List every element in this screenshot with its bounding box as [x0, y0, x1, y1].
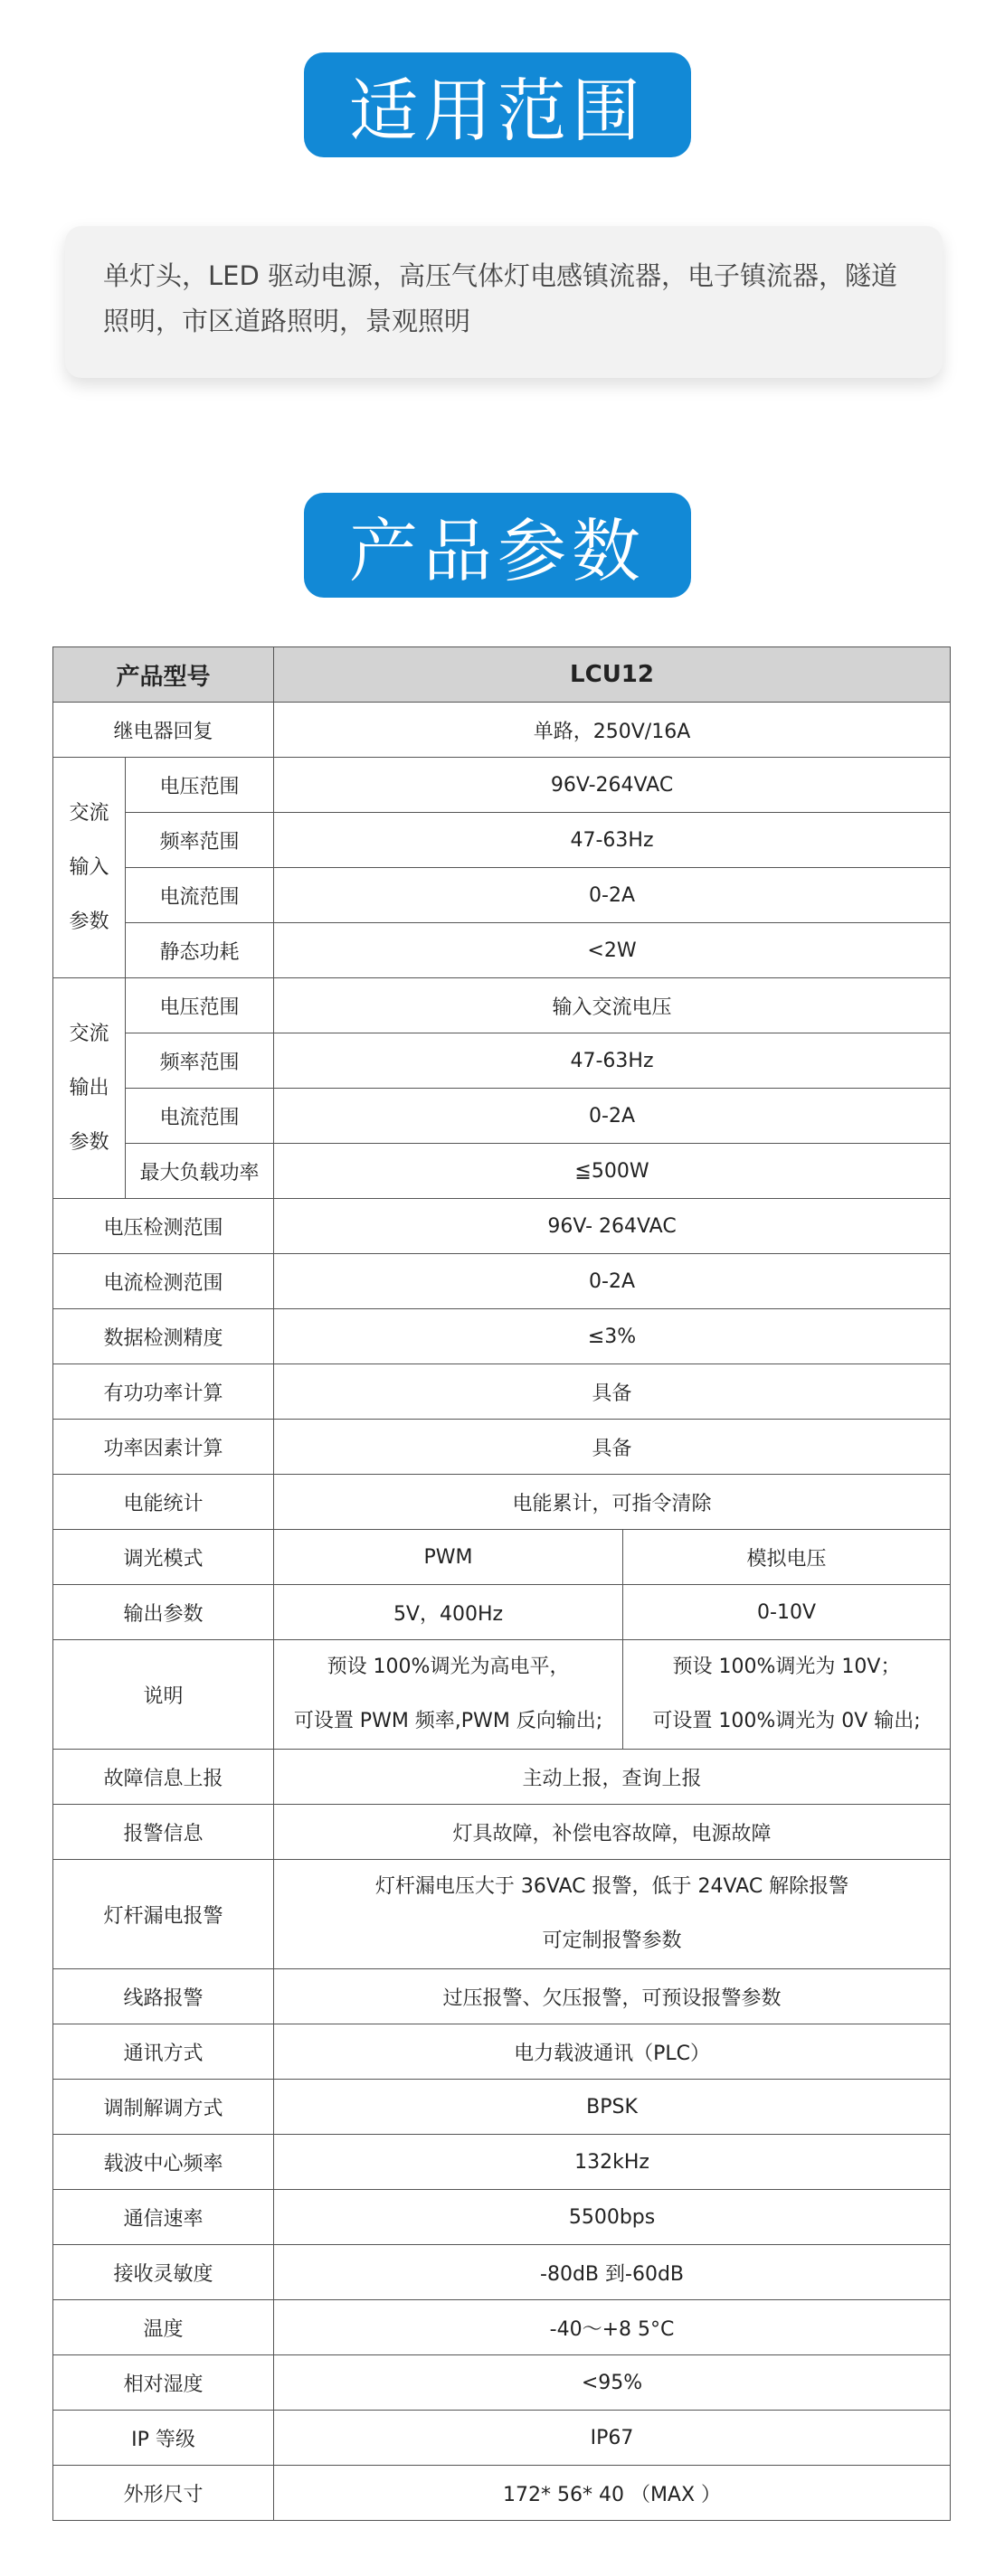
- row-value: BPSK: [274, 2080, 951, 2135]
- row-label: 线路报警: [53, 1969, 274, 2024]
- row-label: 电流范围: [126, 1089, 274, 1144]
- row-label: 温度: [53, 2300, 274, 2355]
- row-label: 电压范围: [126, 758, 274, 813]
- table-row: [53, 813, 951, 868]
- row-value: 电力载波通讯（PLC）: [274, 2024, 951, 2080]
- row-label: 电压检测范围: [53, 1199, 274, 1254]
- row-value: <2W: [274, 923, 951, 978]
- table-row: [53, 923, 951, 978]
- table-row: [53, 1805, 951, 1860]
- row-value: 输入交流电压: [274, 978, 951, 1033]
- description-line: 预设 100%调光为高电平，: [327, 1656, 570, 1678]
- table-row: [53, 2190, 951, 2245]
- table-row: [53, 2411, 951, 2466]
- row-value: 具备: [274, 1420, 951, 1475]
- group-label-line: 交流: [69, 1022, 109, 1045]
- row-label: 调制解调方式: [53, 2080, 274, 2135]
- leak-line: 灯杆漏电压大于 36VAC 报警，低于 24VAC 解除报警: [374, 1875, 849, 1898]
- row-value: IP67: [274, 2411, 951, 2466]
- table-row: [53, 758, 951, 813]
- row-label: 载波中心频率: [53, 2135, 274, 2190]
- row-label: 频率范围: [126, 813, 274, 868]
- row-label: 故障信息上报: [53, 1750, 274, 1805]
- header-model: LCU12: [274, 647, 951, 703]
- table-row: [53, 1364, 951, 1420]
- table-header-row: [53, 647, 951, 703]
- table-row: [53, 2024, 951, 2080]
- ac-output-group-label: [53, 978, 126, 1199]
- row-value: 0-2A: [274, 868, 951, 923]
- row-label: 相对湿度: [53, 2355, 274, 2411]
- row-label: 最大负载功率: [126, 1144, 274, 1199]
- analog-value: 0-10V: [623, 1585, 951, 1640]
- row-label: 说明: [53, 1640, 274, 1750]
- row-label: 电能统计: [53, 1475, 274, 1530]
- description-line: 预设 100%调光为 10V；: [672, 1656, 901, 1678]
- row-label: 静态功耗: [126, 923, 274, 978]
- section-title-params: 产品参数: [304, 493, 691, 598]
- row-label: 接收灵敏度: [53, 2245, 274, 2300]
- spec-table: [52, 646, 951, 2521]
- group-label-line: 参数: [69, 910, 109, 933]
- table-row: [53, 1420, 951, 1475]
- table-row: [53, 1199, 951, 1254]
- table-row: [53, 2245, 951, 2300]
- row-value: ≦500W: [274, 1144, 951, 1199]
- row-label: 有功功率计算: [53, 1364, 274, 1420]
- row-label: 功率因素计算: [53, 1420, 274, 1475]
- row-label: 报警信息: [53, 1805, 274, 1860]
- row-value: 47-63Hz: [274, 1033, 951, 1089]
- table-row: [53, 1750, 951, 1805]
- analog-description: [623, 1640, 951, 1750]
- leak-line: 可定制报警参数: [542, 1930, 682, 1952]
- table-row: [53, 1475, 951, 1530]
- row-value: 96V-264VAC: [274, 758, 951, 813]
- row-value: -80dB 到-60dB: [274, 2245, 951, 2300]
- row-label: 调光模式: [53, 1530, 274, 1585]
- table-row: [53, 1530, 951, 1585]
- table-row: [53, 1585, 951, 1640]
- group-label-line: 交流: [69, 801, 109, 825]
- group-label-line: 输出: [69, 1076, 109, 1099]
- pwm-value: PWM: [274, 1530, 623, 1585]
- table-row: [53, 1144, 951, 1199]
- table-row: [53, 1969, 951, 2024]
- row-label: 输出参数: [53, 1585, 274, 1640]
- row-label: 外形尺寸: [53, 2466, 274, 2521]
- section-title-scope: 适用范围: [304, 52, 691, 157]
- row-label: 数据检测精度: [53, 1309, 274, 1364]
- row-label: 频率范围: [126, 1033, 274, 1089]
- pwm-value: 5V，400Hz: [274, 1585, 623, 1640]
- ac-input-group-label: [53, 758, 126, 978]
- row-value: ≤3%: [274, 1309, 951, 1364]
- group-label-line: 输入: [69, 855, 109, 879]
- row-value: 5500bps: [274, 2190, 951, 2245]
- table-row: [53, 1254, 951, 1309]
- table-row: [53, 868, 951, 923]
- row-label: 通讯方式: [53, 2024, 274, 2080]
- table-row: [53, 1640, 951, 1750]
- scope-description-card: [65, 226, 943, 378]
- row-value: 单路，250V/16A: [274, 703, 951, 758]
- row-value: -40～+8 5°C: [274, 2300, 951, 2355]
- row-value: 172* 56* 40 （MAX ）: [274, 2466, 951, 2521]
- row-value: <95%: [274, 2355, 951, 2411]
- row-value: 96V- 264VAC: [274, 1199, 951, 1254]
- row-value: 132kHz: [274, 2135, 951, 2190]
- row-label: 电流检测范围: [53, 1254, 274, 1309]
- table-row: [53, 2080, 951, 2135]
- row-value: 0-2A: [274, 1254, 951, 1309]
- row-label: IP 等级: [53, 2411, 274, 2466]
- row-value: 过压报警、欠压报警，可预设报警参数: [274, 1969, 951, 2024]
- table-row: [53, 2355, 951, 2411]
- pwm-description: [274, 1640, 623, 1750]
- table-row: [53, 1033, 951, 1089]
- table-row: [53, 978, 951, 1033]
- group-label-line: 参数: [69, 1130, 109, 1154]
- row-value: 具备: [274, 1364, 951, 1420]
- row-label: 通信速率: [53, 2190, 274, 2245]
- row-value: 0-2A: [274, 1089, 951, 1144]
- table-row: [53, 703, 951, 758]
- table-row: [53, 1309, 951, 1364]
- description-line: 可设置 PWM 频率,PWM 反向输出;: [293, 1710, 603, 1732]
- description-line: 可设置 100%调光为 0V 输出;: [652, 1710, 921, 1732]
- row-value: [274, 1860, 951, 1969]
- table-row: [53, 2135, 951, 2190]
- table-row: [53, 1860, 951, 1969]
- row-value: 主动上报，查询上报: [274, 1750, 951, 1805]
- table-row: [53, 1089, 951, 1144]
- analog-value: 模拟电压: [623, 1530, 951, 1585]
- row-label: 灯杆漏电报警: [53, 1860, 274, 1969]
- scope-description-text: 单灯头，LED 驱动电源，高压气体灯电感镇流器，电子镇流器，隧道照明，市区道路照明，景观照明: [103, 260, 898, 336]
- row-value: 灯具故障，补偿电容故障，电源故障: [274, 1805, 951, 1860]
- row-label: 电压范围: [126, 978, 274, 1033]
- table-row: [53, 2466, 951, 2521]
- header-label: 产品型号: [53, 647, 274, 703]
- table-row: [53, 2300, 951, 2355]
- row-value: 47-63Hz: [274, 813, 951, 868]
- row-value: 电能累计，可指令清除: [274, 1475, 951, 1530]
- row-label: 电流范围: [126, 868, 274, 923]
- row-label: 继电器回复: [53, 703, 274, 758]
